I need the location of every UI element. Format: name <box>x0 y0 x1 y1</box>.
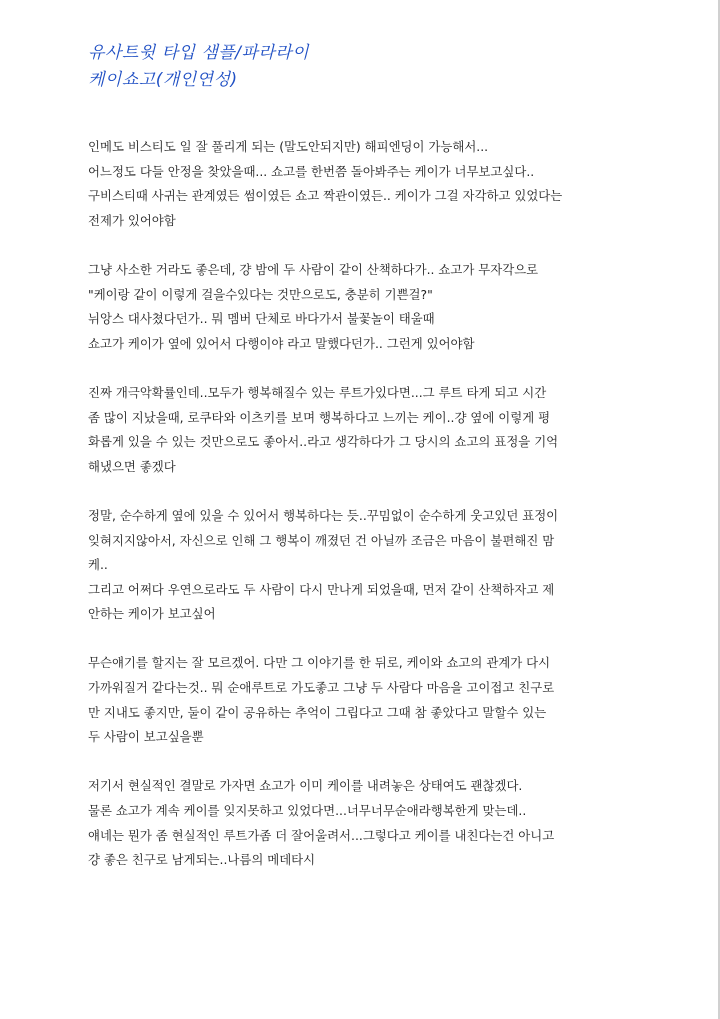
text-line: 전제가 있어야함 <box>88 212 176 228</box>
text-line: 좀 많이 지났을때, 로쿠타와 이츠키를 보며 행복하다고 느끼는 케이..걍 옆에 이렇게 평 <box>88 409 551 425</box>
text-line: 해냈으면 좋겠다 <box>88 458 176 474</box>
text-line: 화롭게 있을 수 있는 것만으로도 좋아서..라고 생각하다가 그 당시의 쇼고의 표정을 기억 <box>88 434 559 450</box>
paragraph <box>88 258 636 356</box>
text-line: 정말, 순수하게 옆에 있을 수 있어서 행복하다는 듯..꾸밈없이 순수하게 웃고있던 표정이 <box>88 507 559 523</box>
paragraph <box>88 504 636 627</box>
text-line: 두 사람이 보고싶을뿐 <box>88 729 204 745</box>
document-header <box>88 40 309 94</box>
header-title: 유사트윗 타입 샘플/파라라이 <box>88 43 310 63</box>
text-line: 얘네는 뭔가 좀 현실적인 루트가좀 더 잘어울려서...그렇다고 케이를 내친다는건 아니고 <box>88 827 555 843</box>
text-line: 무슨얘기를 할지는 잘 모르겠어. 다만 그 이야기를 한 뒤로, 케이와 쇼고의 관계가 다시 <box>88 655 551 671</box>
document-body <box>88 135 636 897</box>
text-line: 쇼고가 케이가 옆에 있어서 다행이야 라고 말했다던가.. 그런게 있어야함 <box>88 335 475 351</box>
text-line: 안하는 케이가 보고싶어 <box>88 606 216 622</box>
text-line: 진짜 개극악확률인데..모두가 행복해질수 있는 루트가있다면...그 루트 타게 되고 시간 <box>88 384 547 400</box>
paragraph <box>88 774 636 872</box>
header-subtitle: 케이쇼고(개인연성) <box>88 70 238 90</box>
paragraph <box>88 651 636 749</box>
paragraph <box>88 381 636 479</box>
text-line: 그냥 사소한 거라도 좋은데, 걍 밤에 두 사람이 같이 산책하다가.. 쇼고가 무자각으로 <box>88 261 539 277</box>
text-line: 뉘앙스 대사쳤다던가.. 뭐 멤버 단체로 바다가서 불꽃놀이 태울때 <box>88 311 435 327</box>
text-line: "케이랑 같이 이렇게 걸을수있다는 것만으로도, 충분히 기쁜걸?" <box>88 286 433 302</box>
text-line: 어느정도 다들 안정을 찾았을때... 쇼고를 한번쯤 돌아봐주는 케이가 너무보고싶다.. <box>88 163 535 179</box>
text-line: 걍 좋은 친구로 남게되는..나름의 메데타시 <box>88 852 316 868</box>
text-line: 만 지내도 좋지만, 둘이 같이 공유하는 추억이 그립다고 그때 참 좋았다고 말할수 있는 <box>88 704 547 720</box>
text-line: 케.. <box>88 557 108 573</box>
text-line: 구비스티때 사귀는 관계였든 썸이였든 쇼고 짝관이였든.. 케이가 그걸 자각하고 있었다는 <box>88 188 563 204</box>
text-line: 물론 쇼고가 계속 케이를 잊지못하고 있었다면...너무너무순애라행복한게 맞는데.. <box>88 803 527 819</box>
text-line: 저기서 현실적인 결말로 가자면 쇼고가 이미 케이를 내려놓은 상태여도 괜찮겠다. <box>88 778 523 794</box>
text-line: 인메도 비스티도 일 잘 풀리게 되는 (말도안되지만) 해피엔딩이 가능해서... <box>88 139 489 154</box>
text-line: 가까워질거 같다는것.. 뭐 순애루트로 가도좋고 그냥 두 사람다 마음을 고이접고 친구로 <box>88 680 555 696</box>
paragraph <box>88 135 636 233</box>
text-line: 잊혀지지않아서, 자신으로 인해 그 행복이 깨졌던 건 아닐까 조금은 마음이 불편해진 맘 <box>88 532 555 548</box>
text-line: 그리고 어쩌다 우연으로라도 두 사람이 다시 만나게 되었을때, 먼저 같이 산책하자고 제 <box>88 581 555 597</box>
